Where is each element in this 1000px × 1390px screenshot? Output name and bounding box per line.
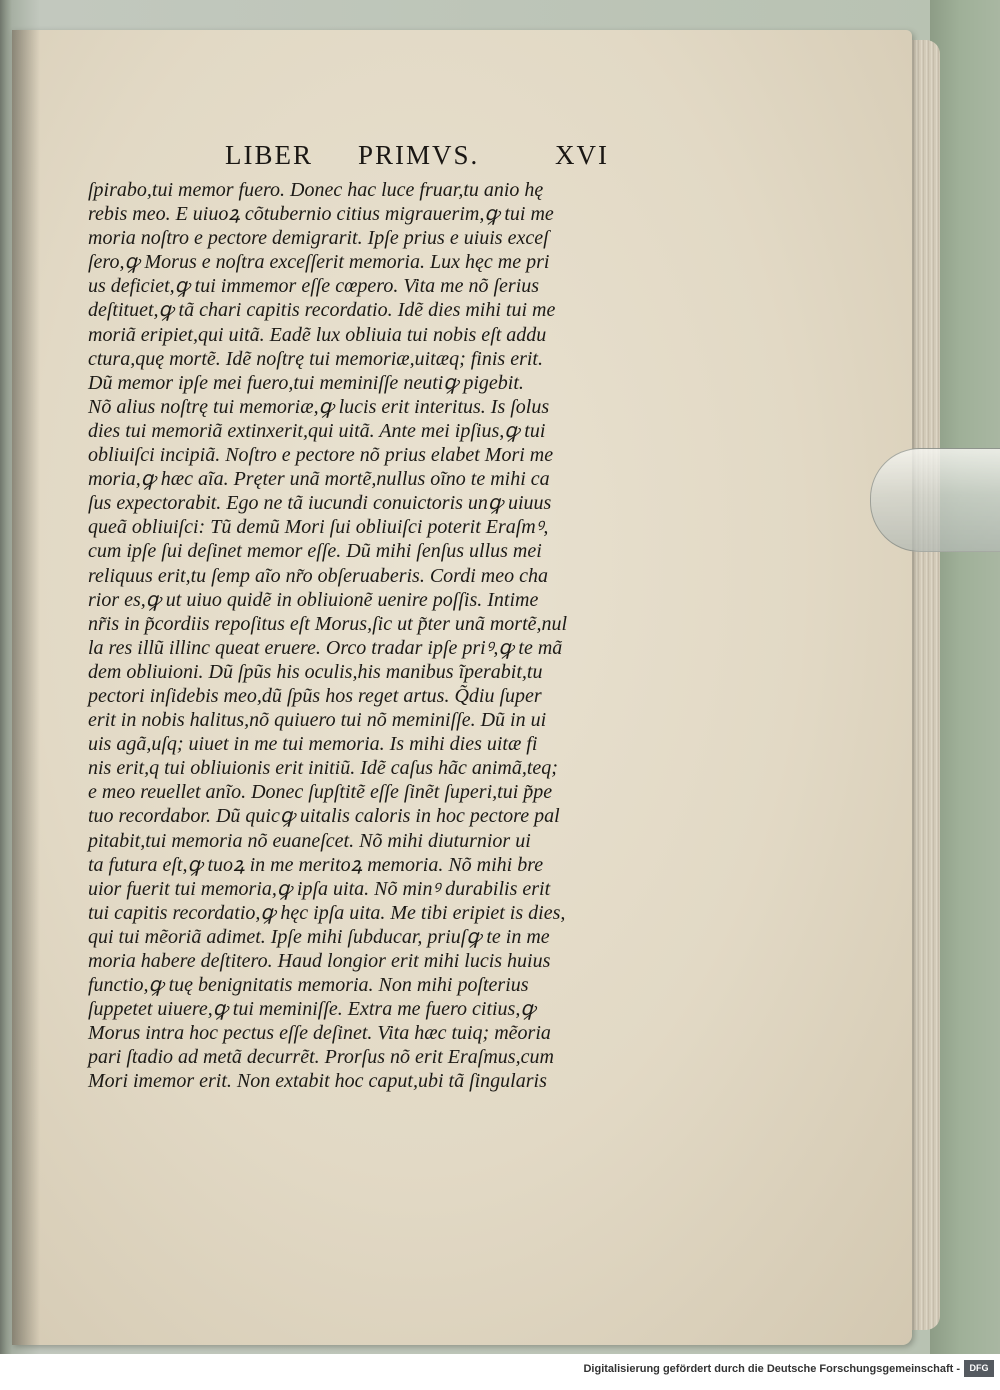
gutter-shadow — [12, 30, 40, 1345]
text-line: moriã eripiet,qui uitã. Eadẽ lux obliuia tui nobis eſt addu — [88, 323, 547, 346]
digitization-credit: Digitalisierung gefördert durch die Deutsche Forschungsgemeinschaft - — [583, 1363, 960, 1375]
text-line: ctura,quę mortẽ. Idẽ noſtrę tui memoriæ,uitæq; finis erit. — [88, 347, 543, 370]
dfg-logo: DFG — [964, 1360, 994, 1377]
text-line: pitabit,tui memoria nõ euaneſcet. Nõ mihi diuturnior ui — [88, 829, 531, 852]
text-line: ſus expectorabit. Ego ne tã iucundi conuictoris unꝙ uiuus — [88, 492, 552, 515]
text-line: ta futura eſt,ꝙ tuoꝝ in me meritoꝝ memoria. Nõ mihi bre — [88, 853, 544, 876]
text-line: erit in nobis halitus,nõ quiuero tui nõ meminiſſe. Dũ in ui — [88, 709, 547, 732]
text-line: qui tui mẽoriã adimet. Ipſe mihi ſubducar, priuſꝙ te in me — [88, 925, 550, 948]
running-header — [225, 140, 635, 176]
text-line: ſero,ꝙ Morus e noſtra exceſſerit memoria. Lux hęc me pri — [88, 251, 550, 274]
text-line: pari ſtadio ad metã decurrẽt. Prorſus nõ erit Eraſmus,cum — [88, 1046, 554, 1069]
text-line: us deficiet,ꝙ tui immemor eſſe cœpero. Vita me nõ ſerius — [88, 275, 540, 298]
text-line: moria habere deſtitero. Haud longior erit mihi lucis huius — [88, 950, 551, 972]
book-cover — [930, 0, 1000, 1354]
text-line: dem obliuioni. Dũ ſpũs his oculis,his manibus ĩperabit,tu — [88, 660, 543, 683]
text-line: pectori inſidebis meo,dũ ſpũs hos reget artus. Q̃diu ſuper — [88, 684, 542, 707]
text-line: queã obliuiſci: Tũ demũ Mori ſui obliuiſci poterit Eraſmꝰ, — [88, 516, 549, 539]
text-line: rior es,ꝙ ut uiuo quidẽ in obliuionẽ uenire poſſis. Intime — [88, 588, 539, 611]
body-text — [88, 178, 688, 1094]
text-line: obliuiſci incipiã. Noſtro e pectore nõ prius elabet Mori me — [88, 444, 554, 467]
folio-number: XVI — [555, 140, 609, 170]
text-line: cum ipſe ſui deſinet memor eſſe. Dũ mihi ſenſus ullus mei — [88, 540, 542, 563]
text-line: uis agã,uſq; uiuet in me tui memoria. Is mihi dies uitæ fi — [88, 733, 538, 756]
clasp-strap — [870, 448, 1000, 552]
text-line: la res illũ illinc queat eruere. Orco tradar ipſe priꝰ,ꝙ te mã — [88, 636, 563, 659]
text-line: tui capitis recordatio,ꝙ hęc ipſa uita. Me tibi eripiet is dies, — [88, 901, 566, 924]
text-line: deſtituet,ꝙ tã chari capitis recordatio. Idẽ dies mihi tui me — [88, 299, 556, 322]
text-line: ſpirabo,tui memor fuero. Donec hac luce fruar,tu anio hę — [88, 179, 544, 201]
text-line: tuo recordabor. Dũ quicꝙ uitalis caloris in hoc pectore pal — [88, 805, 560, 828]
text-line: rebis meo. E uiuoꝝ cõtubernio citius migrauerim,ꝙ tui me — [88, 203, 554, 226]
header-left: LIBER — [225, 140, 313, 170]
text-line: Nõ alius noſtrę tui memoriæ,ꝙ lucis erit interitus. Is ſolus — [88, 395, 550, 418]
text-line: nis erit,q tui obliuionis erit initiũ. Idẽ caſus hãc animã,teq; — [88, 757, 558, 780]
text-line: Dũ memor ipſe mei fuero,tui meminiſſe neutiꝙ pigebit. — [88, 371, 524, 394]
text-line: e meo reuellet anĩo. Donec ſupſtitẽ eſſe ſinẽt ſuperi,tui p̃pe — [88, 781, 553, 804]
text-line: functio,ꝙ tuę benignitatis memoria. Non mihi poſterius — [88, 974, 529, 997]
text-line: moria noſtro e pectore demigrarit. Ipſe prius e uiuis exceſ — [88, 227, 549, 250]
text-line: reliquus erit,tu ſemp aĩo nr̃o obſeruaberis. Cordi meo cha — [88, 564, 548, 587]
text-line: dies tui memoriã extinxerit,qui uitã. Ante mei ipſius,ꝙ tui — [88, 419, 546, 442]
text-line: Morus intra hoc pectus eſſe deſinet. Vita hæc tuiq; mẽoria — [88, 1022, 551, 1045]
text-line: Mori imemor erit. Non extabit hoc caput,ubi tã ſingularis — [88, 1070, 547, 1093]
text-line: uior fuerit tui memoria,ꝙ ipſa uita. Nõ minꝰ durabilis erit — [88, 877, 551, 900]
text-line: moria,ꝙ hæc aĩa. Pręter unã mortẽ,nullus oĩno te mihi ca — [88, 468, 550, 491]
text-line: ſuppetet uiuere,ꝙ tui meminiſſe. Extra me fuero citius,ꝙ — [88, 998, 536, 1021]
text-line: nr̃is in p̃cordiis repoſitus eſt Morus,ſic ut p̃ter unã mortẽ,nul — [88, 612, 568, 635]
header-center: PRIMVS. — [358, 140, 480, 170]
